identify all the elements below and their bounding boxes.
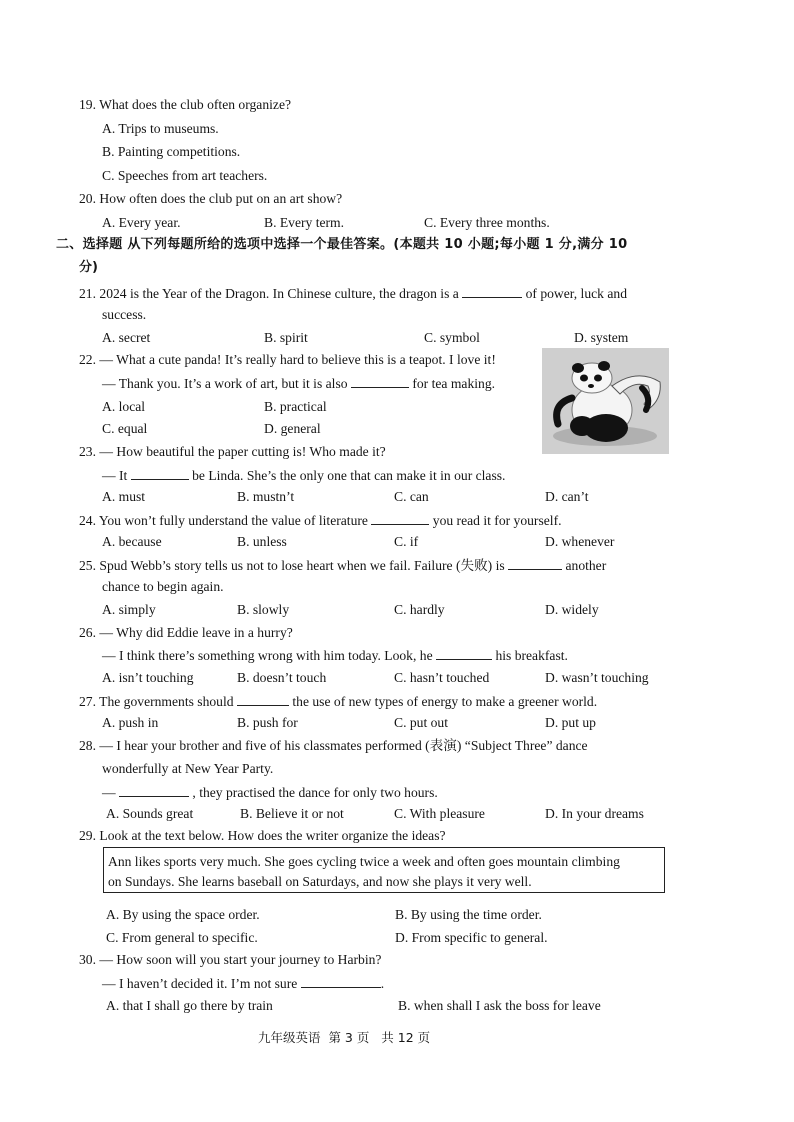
- q19-option-c: C. Speeches from art teachers.: [102, 168, 268, 183]
- q30-stem2-part1: — I haven’t decided it. I’m not sure: [102, 976, 298, 991]
- q27-option-b: B. push for: [237, 715, 298, 730]
- q28-stem3-dash: —: [102, 785, 116, 800]
- q21-stem-part1: 21. 2024 is the Year of the Dragon. In Chinese culture, the dragon is a: [79, 286, 459, 301]
- q20-option-a: A. Every year.: [102, 215, 181, 230]
- q30-option-b: B. when shall I ask the boss for leave: [398, 998, 601, 1013]
- q26-option-c: C. hasn’t touched: [394, 670, 490, 685]
- q29-option-d: D. From specific to general.: [395, 930, 548, 945]
- q26-option-d: D. wasn’t touching: [545, 670, 649, 685]
- q25-stem-part1: 25. Spud Webb’s story tells us not to lose heart when we fail. Failure (失败) is: [79, 558, 505, 573]
- q23-stem2-part2: be Linda. She’s the only one that can make it in our class.: [192, 468, 506, 483]
- q24-option-d: D. whenever: [545, 534, 615, 549]
- q22-option-a: A. local: [102, 399, 146, 414]
- q29-text-line1: Ann likes sports very much. She goes cycling twice a week and often goes mountain climbing: [108, 854, 620, 869]
- q25-option-d: D. widely: [545, 602, 599, 617]
- q22-option-b: B. practical: [264, 399, 327, 414]
- q22-stem2: [102, 374, 495, 393]
- q23-stem2-part1: — It: [102, 468, 128, 483]
- q23-option-b: B. mustn’t: [237, 489, 295, 504]
- q28-blank: [119, 783, 189, 797]
- panda-teapot-icon: [542, 348, 669, 454]
- q24-option-c: C. if: [394, 534, 419, 549]
- q26-option-a: A. isn’t touching: [102, 670, 194, 685]
- q29-option-b: B. By using the time order.: [395, 907, 542, 922]
- q28-option-b: B. Believe it or not: [240, 806, 344, 821]
- q25-option-b: B. slowly: [237, 602, 290, 617]
- q25-stem: [79, 556, 606, 575]
- page-footer: 九年级英语 第 3 页 共 12 页: [258, 1030, 431, 1045]
- q22-stem2-part1: — Thank you. It’s a work of art, but it is also: [102, 376, 348, 391]
- q20-option-c: C. Every three months.: [424, 215, 550, 230]
- q25-stem-part2: another: [565, 558, 607, 573]
- q21-option-a: A. secret: [102, 330, 151, 345]
- q29-option-c: C. From general to specific.: [106, 930, 258, 945]
- q30-stem2: [102, 974, 384, 993]
- q29-option-a: A. By using the space order.: [106, 907, 260, 922]
- q29-stem: 29. Look at the text below. How does the writer organize the ideas?: [79, 828, 446, 843]
- q21-stem: [79, 284, 627, 303]
- q22-option-c: C. equal: [102, 421, 148, 436]
- q20-option-b: B. Every term.: [264, 215, 345, 230]
- q21-option-d: D. system: [574, 330, 629, 345]
- q21-stem-cont: success.: [102, 307, 147, 322]
- q28-option-a: A. Sounds great: [106, 806, 194, 821]
- q23-stem1: 23. — How beautiful the paper cutting is! Who made it?: [79, 444, 386, 459]
- q19-stem: 19. What does the club often organize?: [79, 97, 292, 112]
- q26-stem2-part1: — I think there’s something wrong with him today. Look, he: [102, 648, 433, 663]
- q26-stem1: 26. — Why did Eddie leave in a hurry?: [79, 625, 293, 640]
- q24-option-b: B. unless: [237, 534, 287, 549]
- q23-option-c: C. can: [394, 489, 429, 504]
- section-2-heading-cont: 分): [79, 260, 98, 275]
- q25-option-a: A. simply: [102, 602, 156, 617]
- q21-option-b: B. spirit: [264, 330, 308, 345]
- q21-blank: [462, 284, 522, 298]
- q22-stem2-part2: for tea making.: [412, 376, 496, 391]
- q22-stem1: 22. — What a cute panda! It’s really hard to believe this is a teapot. I love it!: [79, 352, 496, 367]
- q28-stem3: [102, 783, 438, 802]
- q27-stem-part1: 27. The governments should: [79, 694, 234, 709]
- section-2-heading: 二、选择题 从下列每题所给的选项中选择一个最佳答案。(本题共 10 小题;每小题 1 分,满分 10: [56, 237, 628, 252]
- q30-stem1: 30. — How soon will you start your journey to Harbin?: [79, 952, 382, 967]
- q24-option-a: A. because: [102, 534, 162, 549]
- q27-stem: [79, 692, 597, 711]
- q28-option-d: D. In your dreams: [545, 806, 644, 821]
- q27-option-a: A. push in: [102, 715, 159, 730]
- q19-option-b: B. Painting competitions.: [102, 144, 241, 159]
- q27-blank: [237, 692, 289, 706]
- q20-stem: 20. How often does the club put on an art show?: [79, 191, 343, 206]
- q28-stem3-part2: , they practised the dance for only two hours.: [192, 785, 438, 800]
- q28-option-c: C. With pleasure: [394, 806, 485, 821]
- q30-blank: [301, 974, 381, 988]
- q24-stem-part2: you read it for yourself.: [432, 513, 562, 528]
- q29-text-box: [103, 847, 665, 893]
- q27-stem-part2: the use of new types of energy to make a greener world.: [292, 694, 598, 709]
- q21-stem-part2: of power, luck and: [525, 286, 627, 301]
- q22-option-d: D. general: [264, 421, 321, 436]
- q27-option-c: C. put out: [394, 715, 449, 730]
- q23-stem2: [102, 466, 505, 485]
- q26-stem2-part2: his breakfast.: [495, 648, 568, 663]
- q23-option-a: A. must: [102, 489, 146, 504]
- q23-option-d: D. can’t: [545, 489, 589, 504]
- q29-text-line2: on Sundays. She learns baseball on Saturdays, and now she plays it very well.: [108, 874, 532, 889]
- q26-option-b: B. doesn’t touch: [237, 670, 327, 685]
- q28-stem1: 28. — I hear your brother and five of his classmates performed (表演) “Subject Three” dance: [79, 738, 588, 753]
- q25-option-c: C. hardly: [394, 602, 445, 617]
- q25-stem-cont: chance to begin again.: [102, 579, 224, 594]
- q28-stem2: wonderfully at New Year Party.: [102, 761, 274, 776]
- q22-blank: [351, 374, 409, 388]
- q25-blank: [508, 556, 562, 570]
- q24-stem: [79, 511, 562, 530]
- q26-stem2: [102, 646, 568, 665]
- q21-option-c: C. symbol: [424, 330, 480, 345]
- q19-option-a: A. Trips to museums.: [102, 121, 219, 136]
- q24-stem-part1: 24. You won’t fully understand the value of literature: [79, 513, 368, 528]
- q30-stem2-period: .: [380, 976, 385, 991]
- q26-blank: [436, 646, 492, 660]
- q23-blank: [131, 466, 189, 480]
- q30-option-a: A. that I shall go there by train: [106, 998, 273, 1013]
- q27-option-d: D. put up: [545, 715, 596, 730]
- panda-teapot-photo: [542, 348, 669, 454]
- q24-blank: [371, 511, 429, 525]
